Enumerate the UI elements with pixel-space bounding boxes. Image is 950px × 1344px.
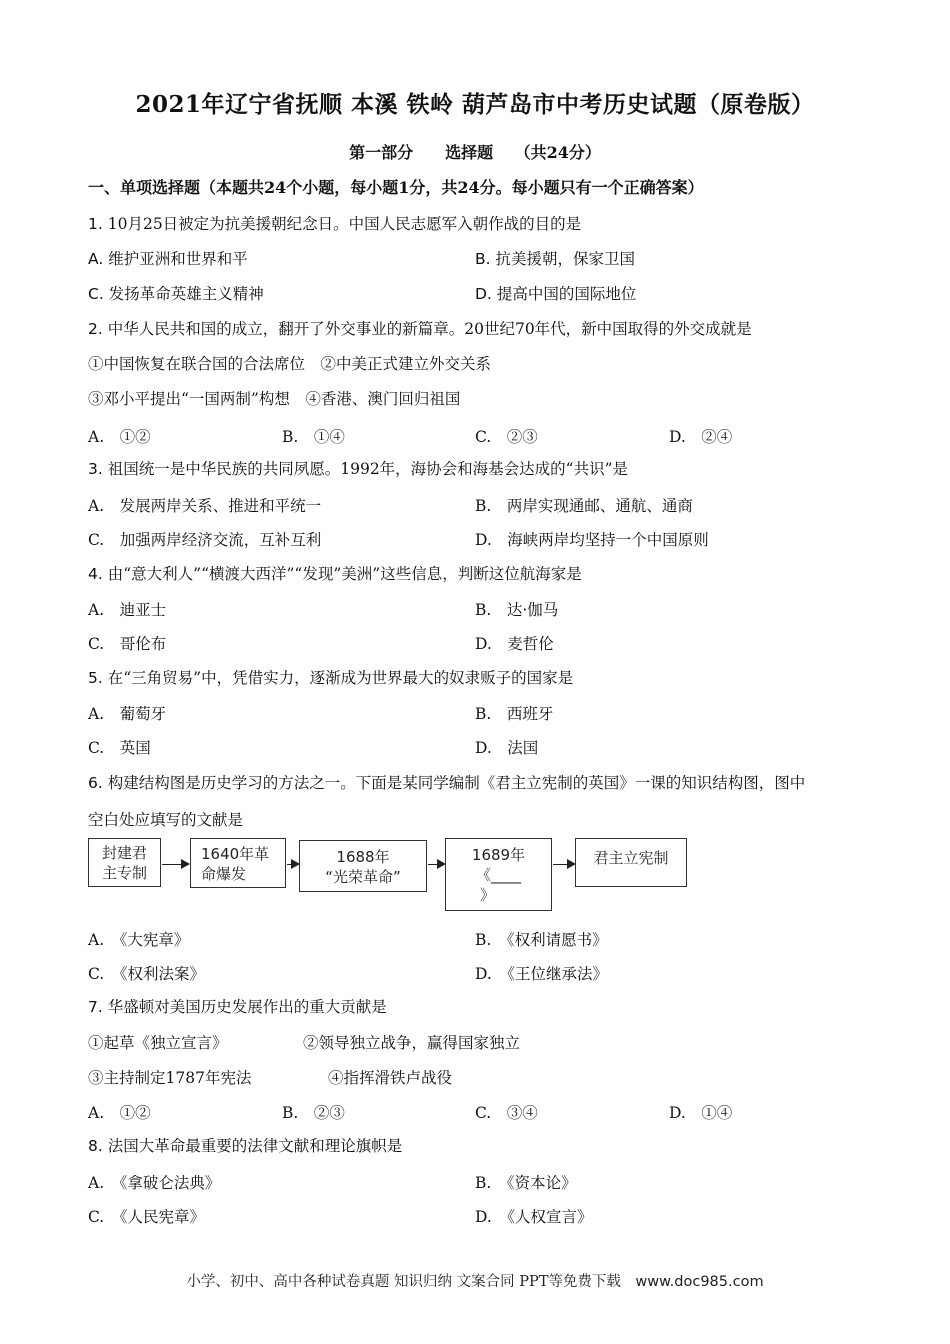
footer-text: 小学、初中、高中各种试卷真题 知识归纳 文案合同 PPT等免费下载 xyxy=(186,1274,636,1290)
q5-option-a[interactable]: A. 葡萄牙 xyxy=(88,705,167,723)
diagram-box-1640: 1640年革 命爆发 xyxy=(190,838,286,888)
q2-statements-1: ①中国恢复在联合国的合法席位 ②中美正式建立外交关系 xyxy=(88,355,492,373)
q8-option-c[interactable]: C. 《人民宪章》 xyxy=(88,1208,205,1226)
question-2: 2. 中华人民共和国的成立，翻开了外交事业的新篇章。20世纪70年代，新中国取得的外交成就是 xyxy=(88,320,752,338)
q7-statement-1: ①起草《独立宣言》 xyxy=(88,1034,228,1052)
q8-option-b[interactable]: B. 《资本论》 xyxy=(475,1174,577,1192)
q6-option-c[interactable]: C. 《权利法案》 xyxy=(88,965,205,983)
q2-option-d[interactable]: D. ②④ xyxy=(669,428,733,446)
q1-option-d[interactable]: D. 提高中国的国际地位 xyxy=(475,285,637,303)
q2-option-a[interactable]: A. ①② xyxy=(88,428,151,446)
arrow-2 xyxy=(287,864,298,865)
q2-option-b[interactable]: B. ①④ xyxy=(282,428,345,446)
q7-statement-4: ④指挥滑铁卢战役 xyxy=(328,1069,453,1087)
q5-option-c[interactable]: C. 英国 xyxy=(88,739,151,757)
diagram-box-1688: 1688年 “光荣革命” xyxy=(299,840,427,892)
q7-option-a[interactable]: A. ①② xyxy=(88,1104,151,1122)
q3-option-c[interactable]: C. 加强两岸经济交流，互补互利 xyxy=(88,531,322,549)
question-7: 7. 华盛顿对美国历史发展作出的重大贡献是 xyxy=(88,998,387,1016)
diagram-box-feudal: 封建君 主专制 xyxy=(88,838,161,887)
question-6: 6. 构建结构图是历史学习的方法之一。下面是某同学编制《君主立宪制的英国》一课的知识结构图，图中 xyxy=(88,774,806,792)
question-5: 5. 在“三角贸易”中，凭借实力，逐渐成为世界最大的奴隶贩子的国家是 xyxy=(88,669,574,687)
arrow-4 xyxy=(553,864,574,865)
question-number: 1. xyxy=(88,215,103,233)
q4-option-d[interactable]: D. 麦哲伦 xyxy=(475,635,554,653)
q7-option-d[interactable]: D. ①④ xyxy=(669,1104,733,1122)
diagram-box-constitutional: 君主立宪制 xyxy=(575,838,687,887)
q7-statement-3: ③主持制定1787年宪法 xyxy=(88,1069,252,1087)
q3-option-d[interactable]: D. 海峡两岸均坚持一个中国原则 xyxy=(475,531,709,549)
question-3: 3. 祖国统一是中华民族的共同夙愿。1992年，海协会和海基会达成的“共识”是 xyxy=(88,460,629,478)
question-4: 4. 由“意大利人”“横渡大西洋”“发现”美洲”这些信息，判断这位航海家是 xyxy=(88,565,582,583)
q7-option-c[interactable]: C. ③④ xyxy=(475,1104,538,1122)
q7-option-b[interactable]: B. ②③ xyxy=(282,1104,345,1122)
q3-option-a[interactable]: A. 发展两岸关系、推进和平统一 xyxy=(88,497,322,515)
arrow-1 xyxy=(162,864,188,865)
q8-option-a[interactable]: A. 《拿破仑法典》 xyxy=(88,1174,221,1192)
q1-option-a[interactable]: A. 维护亚洲和世界和平 xyxy=(88,250,248,268)
q5-option-d[interactable]: D. 法国 xyxy=(475,739,539,757)
q5-option-b[interactable]: B. 西班牙 xyxy=(475,705,554,723)
question-6-text-cont: 空白处应填写的文献是 xyxy=(88,811,244,829)
q7-statement-2: ②领导独立战争，赢得国家独立 xyxy=(303,1034,521,1052)
arrow-3 xyxy=(428,864,444,865)
q1-option-b[interactable]: B. 抗美援朝，保家卫国 xyxy=(475,250,636,268)
part-heading: 第一部分 选择题 （共24分） xyxy=(349,143,601,162)
q2-option-c[interactable]: C. ②③ xyxy=(475,428,538,446)
diagram-box-1689: 1689年 《____ 》 xyxy=(445,838,552,911)
q1-option-c[interactable]: C. 发扬革命英雄主义精神 xyxy=(88,285,264,303)
question-1 xyxy=(88,212,581,234)
q4-option-c[interactable]: C. 哥伦布 xyxy=(88,635,167,653)
q4-option-a[interactable]: A. 迪亚士 xyxy=(88,601,167,619)
q3-option-b[interactable]: B. 两岸实现通邮、通航、通商 xyxy=(475,497,693,515)
section-heading: 一、单项选择题（本题共24个小题，每小题1分，共24分。每小题只有一个正确答案） xyxy=(88,178,704,197)
question-text: 10月25日被定为抗美援朝纪念日。中国人民志愿军入朝作战的目的是 xyxy=(107,215,582,233)
page-title: 2021年辽宁省抚顺 本溪 铁岭 葫芦岛市中考历史试题（原卷版） xyxy=(135,91,815,118)
q4-option-b[interactable]: B. 达·伽马 xyxy=(475,601,559,619)
footer-link[interactable]: www.doc985.com xyxy=(635,1274,764,1290)
q6-option-b[interactable]: B. 《权利请愿书》 xyxy=(475,931,608,949)
q8-option-d[interactable]: D. 《人权宣言》 xyxy=(475,1208,593,1226)
q6-option-d[interactable]: D. 《王位继承法》 xyxy=(475,965,609,983)
page-footer xyxy=(0,1270,950,1291)
question-8: 8. 法国大革命最重要的法律文献和理论旗帜是 xyxy=(88,1137,403,1155)
q6-option-a[interactable]: A. 《大宪章》 xyxy=(88,931,190,949)
q2-statements-2: ③邓小平提出“一国两制”构想 ④香港、澳门回归祖国 xyxy=(88,390,461,408)
